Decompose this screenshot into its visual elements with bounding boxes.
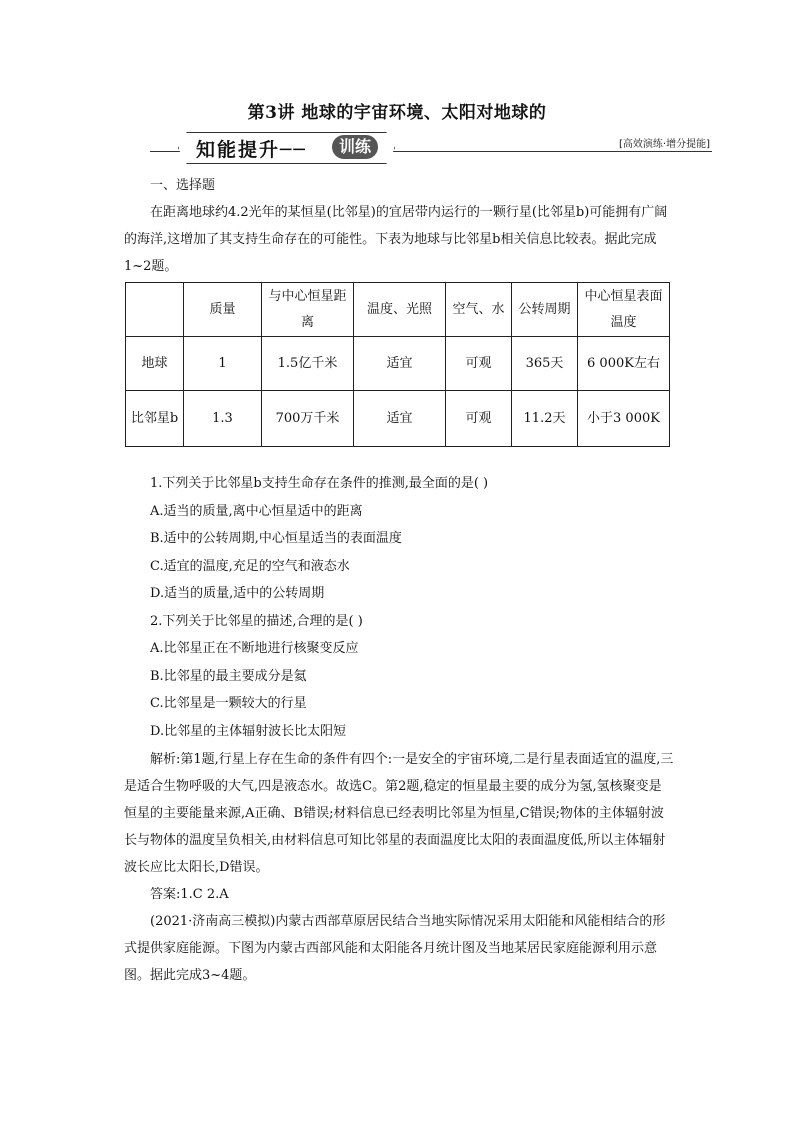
table-cell: 11.2天 [512,391,578,447]
table-cell: 6 000K左右 [578,337,670,391]
table-cell: 1.3 [184,391,262,447]
question-1-option: D.适当的质量,适中的公转周期 [150,586,325,601]
table-row [126,337,670,391]
question-1-option: C.适宜的温度,充足的空气和液态水 [150,558,350,574]
table-cell: 小于3 000K [578,391,670,447]
intro-block [124,172,674,280]
question-2-option: D.比邻星的主体辐射波长比太阳短 [150,723,347,739]
banner-tag: [高效演练·增分提能] [617,135,712,150]
table-cell: 700万千米 [262,391,354,447]
question-1-stem: 1.下列关于比邻星b支持生命存在条件的推测,最全面的是( ) [150,476,489,491]
table-cell: 可观 [446,337,512,391]
table-cell: 适宜 [354,337,446,391]
question-2-option: C.比邻星是一颗较大的行星 [150,696,307,711]
answer-line: 答案:1.C 2.A [150,887,229,902]
table-header-cell: 中心恒星表面温度 [578,283,670,337]
table-cell: 适宜 [354,391,446,447]
question-2-option: B.比邻星的最主要成分是氦 [150,668,307,684]
question-1-option: B.适中的公转周期,中心恒星适当的表面温度 [150,531,402,546]
table-cell: 365天 [512,337,578,391]
table-cell: 可观 [446,391,512,447]
banner-label: 知能提升── [196,139,307,161]
page-title: 第3讲 地球的宇宙环境、太阳对地球的 [247,103,547,123]
table-header-cell: 空气、水 [446,283,512,337]
table-header-cell: 与中心恒星距离 [262,283,354,337]
table-cell: 1.5亿千米 [262,337,354,391]
table-header-cell: 公转周期 [512,283,578,337]
next-question-intro: (2021·济南高三模拟)内蒙古西部草原居民结合当地实际情况采用太阳能和风能相结合的形式提供家庭能源。下图为内蒙古西部风能和太阳能各月统计图及当地某居民家庭能源利用示意图。据此完成3~4题。 [124,914,666,983]
section-label: 一、选择题 [150,178,216,193]
comparison-table [125,282,670,447]
table-cell: 1 [184,337,262,391]
table-cell: 比邻星b [126,391,184,447]
table-header-cell: 质量 [184,283,262,337]
table-cell: 地球 [126,337,184,391]
table-header-cell: 温度、光照 [354,283,446,337]
explanation-block [124,746,674,989]
table-row [126,391,670,447]
question-2-option: A.比邻星正在不断地进行核聚变反应 [150,641,359,656]
question-2-stem: 2.下列关于比邻星的描述,合理的是( ) [150,613,363,629]
intro-paragraph: 在距离地球约4.2光年的某恒星(比邻星)的宜居带内运行的一颗行星(比邻星b)可能拥有广阔的海洋,这增加了其支持生命存在的可能性。下表为地球与比邻星b相关信息比较表。据此完成1~2题。 [124,205,668,274]
table-header-cell [126,283,184,337]
table-header-row [126,283,670,337]
question-1-option: A.适当的质量,离中心恒星适中的距离 [150,503,363,519]
banner-badge: 训练 [332,135,378,159]
analysis-paragraph: 解析:第1题,行星上存在生命的条件有四个:一是安全的宇宙环境,二是行星表面适宜的温度,三是适合生物呼吸的大气,四是液态水。故选C。第2题,稳定的恒星最主要的成分为氢,氢核聚变是恒星的主要能量来源,A正确、B错误;材料信息已经表明比邻星为恒星,C错误;物体的主体辐射波长与物体的温度呈负相关,由材料信息可知比邻星的表面温度比太阳的表面温度低,所以主体辐射波长应比太阳长,D错误。 [124,752,674,875]
section-banner [150,130,712,164]
question-list [150,470,670,745]
